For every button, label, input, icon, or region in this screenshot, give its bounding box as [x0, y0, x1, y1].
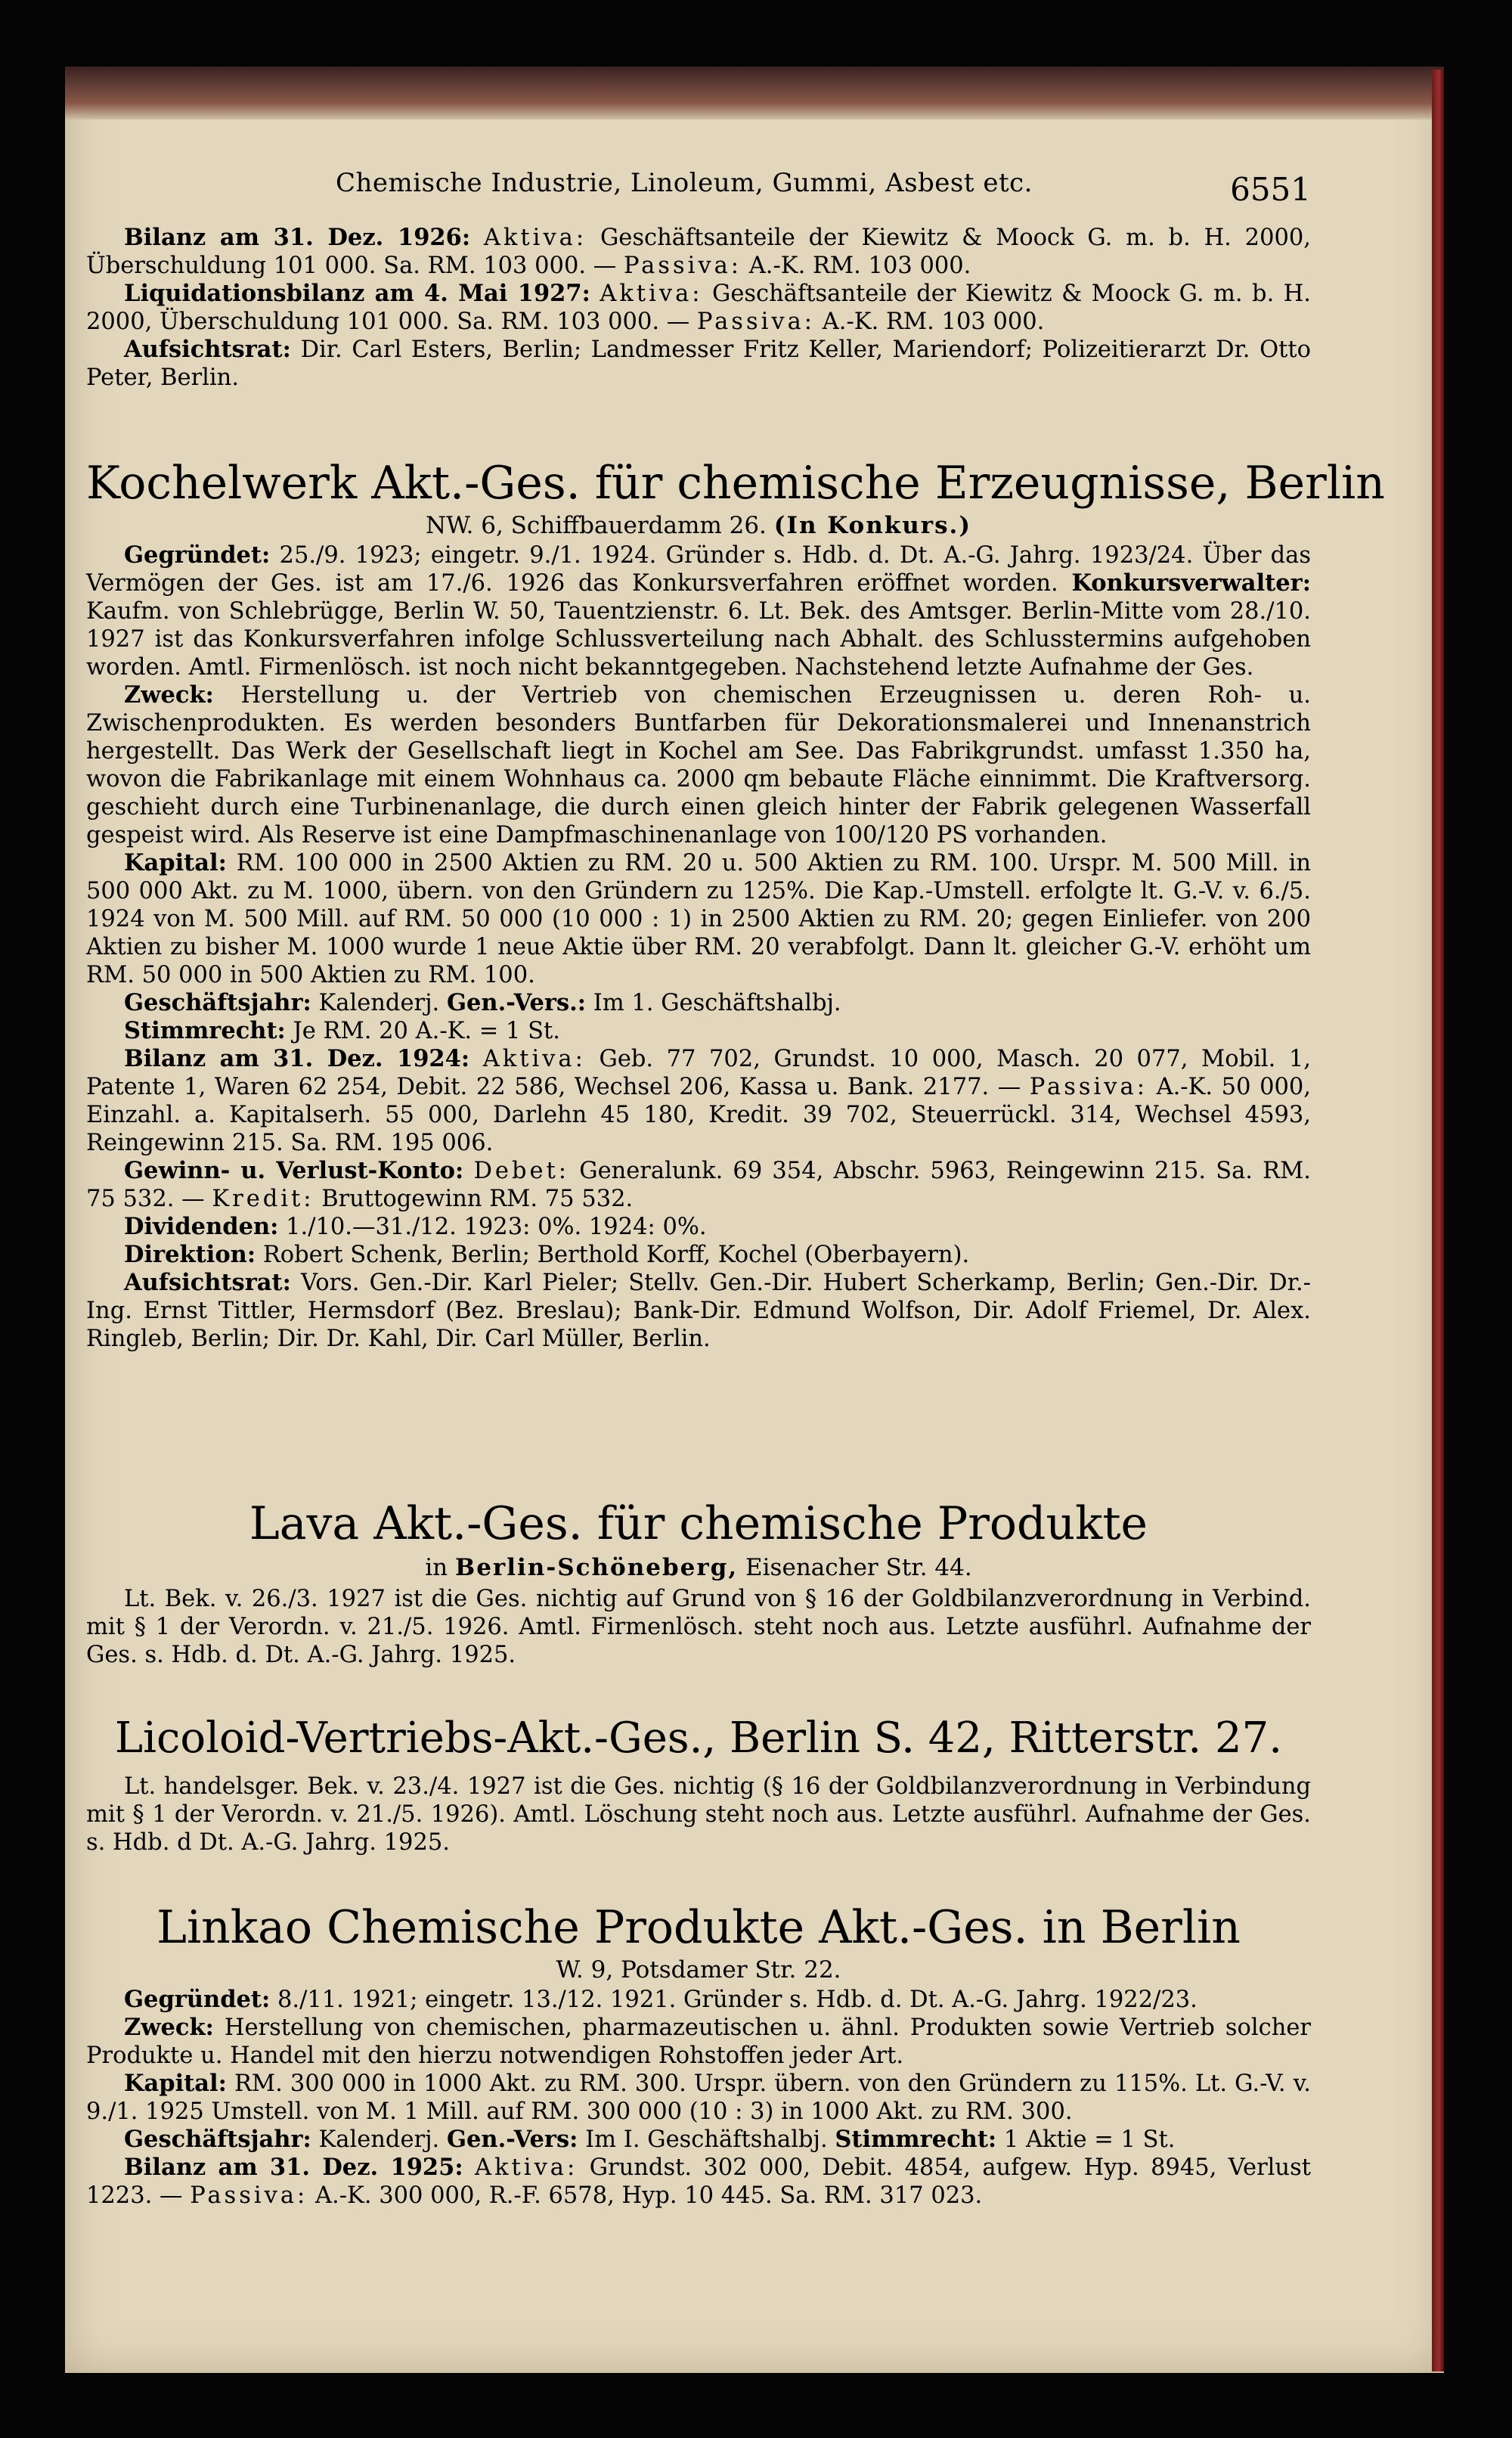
running-header: [86, 168, 1311, 213]
linkao-body: Gegründet: 8./11. 1921; eingetr. 13./12. 1921. Gründer s. Hdb. d. Dt. A.-G. Jahrg. 1922/23. Zweck: Herstellung von chemischen, pharmazeutischen u. ähnl. Produkten sowie Vertrieb solcher Produkte u. Handel mit den hierzu notwendigen Rohstoffen jeder Art. Kapital: RM. 300 000 in 1000 Akt. zu RM. 300. Urspr. übern. von den Gründern zu 115%. Lt. G.-V. v. 9./1. 1925 Umstell. von M. 1 Mill. auf RM. 300 000 (10 : 3) in 1000 Akt. zu RM. 300. Geschäftsjahr: Kalenderj. Gen.-Vers: Im I. Geschäftshalbj. Stimmrecht: 1 Aktie = 1 St. Bilanz am 31. Dez. 1925: Aktiva: Grundst. 302 000, Debit. 4854, aufgew. Hyp. 8945, Verlust 1223. — Passiva: A.-K. 300 000, R.-F. 6578, Hyp. 10 445. Sa. RM. 317 023.: [86, 1986, 1312, 2209]
kochelwerk-title: Kochelwerk Akt.-Ges. für chemische Erzeugnisse, Berlin: [86, 457, 1385, 510]
bilanz-1926: Bilanz am 31. Dez. 1926: Aktiva: Geschäftsanteile der Kiewitz & Moock G. m. b. H. 2000, Überschuldung 101 000. Sa. RM. 103 000. — Passiva: A.-K. RM. 103 000.: [86, 224, 1311, 279]
licoloid-title: Licoloid-Vertriebs-Akt.-Ges., Berlin S. 42, Ritterstr. 27.: [114, 1714, 1283, 1763]
linkao-address: W. 9, Potsdamer Str. 22.: [556, 1956, 841, 1984]
lava-address-line: in Berlin-Schöneberg, Eisenacher Str. 44.: [425, 1554, 972, 1581]
kochelwerk-address-line: NW. 6, Schiffbauerdamm 26. (In Konkurs.): [425, 512, 972, 539]
konkurs-status: (In Konkurs.): [773, 512, 972, 539]
page-number: 6551: [1230, 171, 1311, 208]
linkao-title: Linkao Chemische Produkte Akt.-Ges. in Berlin: [156, 1901, 1241, 1954]
kochelwerk-body: Gegründet: 25./9. 1923; eingetr. 9./1. 1924. Gründer s. Hdb. d. Dt. A.-G. Jahrg. 1923/24. Über das Vermögen der Ges. ist am 17./6. 1926 das Konkursverfahren eröffnet worden. Konkursverwalter: Kaufm. von Schlebrügge, Berlin W. 50, Tauentzienstr. 6. Lt. Bek. des Amtsger. Berlin-Mitte vom 28./10. 1927 ist das Konkursverfahren infolge Schlussverteilung nach Abhalt. des Schlusstermins aufgehoben worden. Amtl. Firmenlösch. ist noch nicht bekanntgegeben. Nachstehend letzte Aufnahme der Ges. Zweck: Herstellung u. der Vertrieb von chemischen Erzeugnissen u. deren Roh- u. Zwischenprodukten. Es werden besonders Buntfarben für Dekorationsmalerei und Innenanstrich hergestellt. Das Werk der Gesellschaft liegt in Kochel am See. Das Fabrikgrundst. umfasst 1.350 ha, wovon die Fabrikanlage mit einem Wohnhaus ca. 2000 qm bebaute Fläche einnimmt. Die Kraftversorg. geschieht durch eine Turbinenanlage, die durch einen gleich hinter der Fabrik gelegenen Wasserfall gespeist wird. Als Reserve ist eine Dampfmaschinenanlage von 100/120 PS vorhanden. Kapital: RM. 100 000 in 2500 Aktien zu RM. 20 u. 500 Aktien zu RM. 100. Urspr. M. 500 Mill. in 500 000 Akt. zu M. 1000, übern. von den Gründern zu 125%. Die Kap.-Umstell. erfolgte lt. G.-V. v. 6./5. 1924 von M. 500 Mill. auf RM. 50 000 (10 000 : 1) in 2500 Aktien zu RM. 20; gegen Einliefer. von 200 Aktien zu bisher M. 1000 wurde 1 neue Aktie über RM. 20 verabfolgt. Dann lt. gleicher G.-V. erhöht um RM. 50 000 in 500 Aktien zu RM. 100. Geschäftsjahr: Kalenderj. Gen.-Vers.: Im 1. Geschäftshalbj. Stimmrecht: Je RM. 20 A.-K. = 1 St. Bilanz am 31. Dez. 1924: Aktiva: Geb. 77 702, Grundst. 10 000, Masch. 20 077, Mobil. 1, Patente 1, Waren 62 254, Debit. 22 586, Wechsel 206, Kassa u. Bank. 2177. — Passiva: A.-K. 50 000, Einzahl. a. Kapitalserh. 55 000, Darlehn 45 180, Kredit. 39 702, Steuerrückl. 314, Wechsel 4593, Reingewinn 215. Sa. RM. 195 006. Gewinn- u. Verlust-Konto: Debet: Generalunk. 69 354, Abschr. 5963, Reingewinn 215. Sa. RM. 75 532. — Kredit: Bruttogewinn RM. 75 532. Dividenden: 1./10.—31./12. 1923: 0%. 1924: 0%. Direktion: Robert Schenk, Berlin; Berthold Korff, Kochel (Oberbayern). Aufsichtsrat: Vors. Gen.-Dir. Karl Pieler; Stellv. Gen.-Dir. Hubert Scherkamp, Berlin; Gen.-Dir. Dr.-Ing. Ernst Tittler, Hermsdorf (Bez. Breslau); Bank-Dir. Edmund Wolfson, Dir. Adolf Friemel, Dr. Alex. Ringleb, Berlin; Dir. Dr. Kahl, Dir. Carl Müller, Berlin.: [86, 541, 1312, 1352]
aufsichtsrat-prev: Aufsichtsrat: Dir. Carl Esters, Berlin; Landmesser Fritz Keller, Mariendorf; Polizeitierarzt Dr. Otto Peter, Berlin.: [86, 336, 1311, 391]
lava-body: Lt. Bek. v. 26./3. 1927 ist die Ges. nichtig auf Grund von § 16 der Goldbilanzverordnung in Verbind. mit § 1 der Verordn. v. 21./5. 1926. Amtl. Firmenlösch. steht noch aus. Letzte ausführl. Aufnahme der Ges. s. Hdb. d. Dt. A.-G. Jahrg. 1925.: [86, 1586, 1311, 1668]
book-edge: [1432, 70, 1444, 2371]
lava-title: Lava Akt.-Ges. für chemische Produkte: [249, 1497, 1148, 1550]
previous-entry-continuation: [86, 224, 1311, 392]
licoloid-body: Lt. handelsger. Bek. v. 23./4. 1927 ist die Ges. nichtig (§ 16 der Goldbilanzverordnung in Verbindung mit § 1 der Verordn. v. 21./5. 1926). Amtl. Löschung steht noch aus. Letzte ausführl. Aufnahme der Ges. s. Hdb. d Dt. A.-G. Jahrg. 1925.: [86, 1773, 1311, 1856]
header-title: Chemische Industrie, Linoleum, Gummi, Asbest etc.: [336, 168, 1033, 198]
liquidationsbilanz: Liquidationsbilanz am 4. Mai 1927: Aktiva: Geschäftsanteile der Kiewitz & Moock G. m. b. H. 2000, Überschuldung 101 000. Sa. RM. 103 000. — Passiva: A.-K. RM. 103 000.: [86, 280, 1312, 335]
page-top-shadow: [65, 67, 1444, 119]
